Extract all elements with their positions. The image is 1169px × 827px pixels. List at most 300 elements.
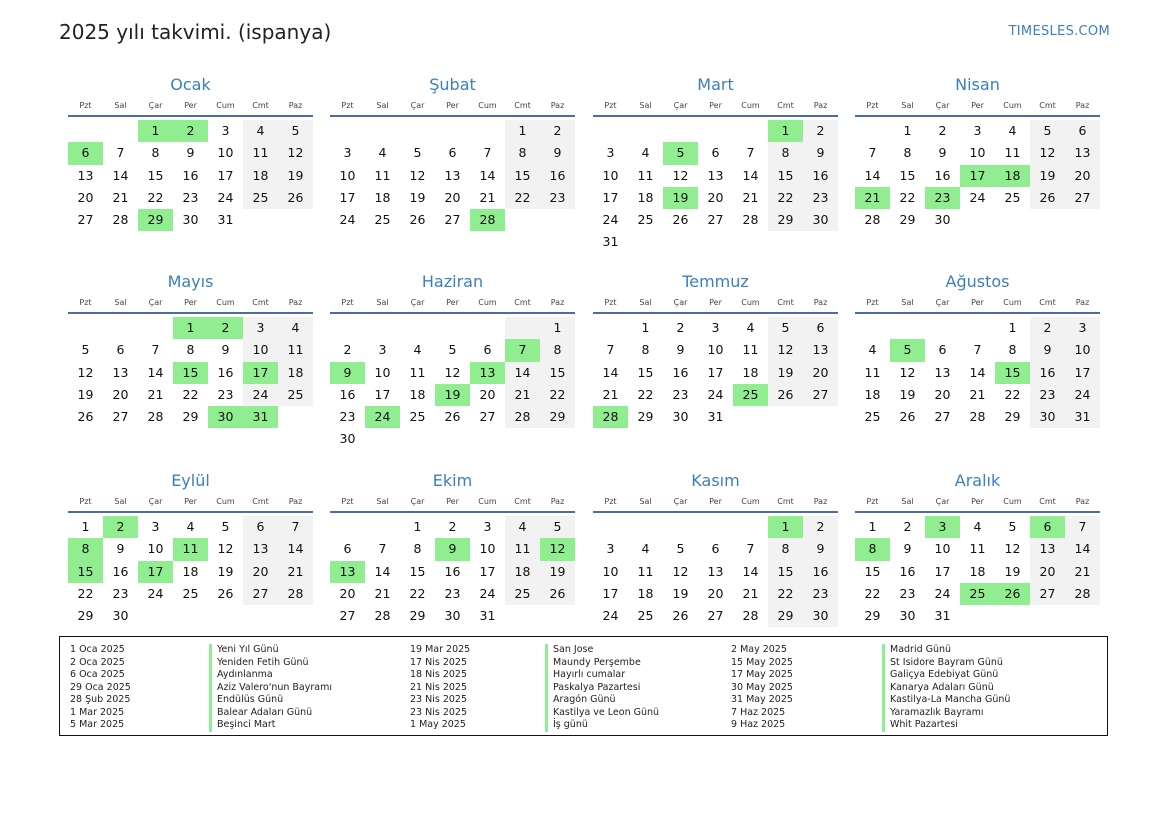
day-cell: 23 xyxy=(1030,384,1065,406)
legend-holiday-name: Aragón Günü xyxy=(545,694,659,707)
weekday-label: Cum xyxy=(741,101,760,110)
day-cell: 20 xyxy=(1030,561,1065,583)
day-cell: 6 xyxy=(116,342,125,358)
weekday-label: Cmt xyxy=(1039,298,1056,307)
weekday-label: Sal xyxy=(114,497,127,506)
day-cell: 28 xyxy=(374,608,391,624)
day-cell: 24 xyxy=(147,585,164,601)
weekday-label: Cum xyxy=(216,101,235,110)
day-cell: 2 xyxy=(803,516,838,538)
day-cell: 12 xyxy=(217,541,234,557)
month-name: Mayıs xyxy=(167,272,214,291)
day-cell: 22 xyxy=(77,585,94,601)
weekday-header xyxy=(330,98,575,117)
empty-cell xyxy=(698,120,733,142)
day-cell: 20 xyxy=(444,189,461,205)
legend-date: 5 Mar 2025 xyxy=(70,719,125,730)
day-cell: 28 xyxy=(1065,583,1100,605)
day-cell: 9 xyxy=(903,541,912,557)
holiday-day-cell: 24 xyxy=(365,406,400,428)
legend-date: 2 May 2025 xyxy=(731,644,787,655)
day-cell: 2 xyxy=(1030,317,1065,339)
empty-cell xyxy=(243,209,278,231)
day-cell: 4 xyxy=(243,120,278,142)
day-cell: 17 xyxy=(339,189,356,205)
weekday-label: Cmt xyxy=(1039,101,1056,110)
weekday-label: Sal xyxy=(639,101,652,110)
legend-holiday-name: Kastilya-La Mancha Günü xyxy=(882,694,1010,707)
weekday-label: Paz xyxy=(813,298,828,307)
day-cell: 20 xyxy=(934,386,951,402)
day-cell: 15 xyxy=(637,364,654,380)
empty-cell xyxy=(330,120,365,142)
day-cell: 22 xyxy=(864,585,881,601)
day-cell: 4 xyxy=(746,320,755,335)
weekday-label: Çar xyxy=(673,101,688,110)
holiday-day-cell: 9 xyxy=(435,538,470,560)
day-cell: 20 xyxy=(112,386,129,402)
day-cell: 7 xyxy=(483,145,492,161)
day-cell: 23 xyxy=(672,386,689,402)
weekday-label: Cum xyxy=(216,298,235,307)
day-cell: 4 xyxy=(378,145,387,161)
day-cell: 22 xyxy=(1004,386,1021,402)
day-cell: 7 xyxy=(868,145,877,161)
holiday-day-cell: 15 xyxy=(173,362,208,384)
day-cell: 22 xyxy=(540,384,575,406)
month-name: Temmuz xyxy=(682,272,749,291)
day-cell: 4 xyxy=(1008,123,1017,138)
weekday-label: Pzt xyxy=(866,101,879,110)
weekday-label: Sal xyxy=(901,298,914,307)
day-cell: 5 xyxy=(540,516,575,538)
day-cell: 7 xyxy=(746,541,755,557)
day-cell: 17 xyxy=(602,189,619,205)
month-name: Kasım xyxy=(691,471,740,490)
holiday-day-cell: 11 xyxy=(173,538,208,560)
day-cell: 25 xyxy=(1004,189,1021,205)
day-cell: 24 xyxy=(479,585,496,601)
day-cell: 1 xyxy=(1008,320,1017,335)
day-cell: 30 xyxy=(1030,406,1065,428)
weekday-label: Sal xyxy=(639,497,652,506)
empty-cell xyxy=(435,428,470,450)
day-cell: 24 xyxy=(1065,384,1100,406)
day-cell: 26 xyxy=(672,608,689,624)
holiday-day-cell: 30 xyxy=(208,406,243,428)
day-cell: 25 xyxy=(409,409,426,425)
day-cell: 5 xyxy=(1030,120,1065,142)
holiday-legend xyxy=(59,636,1108,736)
day-cell: 29 xyxy=(899,212,916,228)
legend-dates-2 xyxy=(410,644,470,732)
day-cell: 30 xyxy=(444,608,461,624)
empty-cell xyxy=(960,605,995,627)
day-cell: 3 xyxy=(711,320,720,335)
weekday-label: Sal xyxy=(114,101,127,110)
legend-date: 31 May 2025 xyxy=(731,694,793,705)
holiday-day-cell: 15 xyxy=(995,362,1030,384)
day-cell: 26 xyxy=(768,384,803,406)
day-cell: 24 xyxy=(969,189,986,205)
day-cell: 18 xyxy=(374,189,391,205)
legend-dates-3 xyxy=(731,644,793,732)
day-cell: 16 xyxy=(803,561,838,583)
legend-date: 1 Mar 2025 xyxy=(70,706,125,718)
day-cell: 17 xyxy=(602,585,619,601)
weekday-label: Paz xyxy=(550,497,565,506)
day-cell: 21 xyxy=(602,386,619,402)
legend-holiday-name: Maundy Perşembe xyxy=(545,657,659,670)
day-cell: 28 xyxy=(278,583,313,605)
day-cell: 3 xyxy=(606,541,615,557)
holiday-day-cell: 28 xyxy=(470,209,505,231)
empty-cell xyxy=(330,317,365,339)
day-cell: 16 xyxy=(339,386,356,402)
empty-cell xyxy=(68,317,103,339)
day-cell: 19 xyxy=(672,585,689,601)
weekday-label: Cmt xyxy=(252,298,269,307)
empty-cell xyxy=(365,428,400,450)
empty-cell xyxy=(768,231,803,253)
weekday-header xyxy=(855,494,1100,513)
day-cell: 5 xyxy=(676,541,685,557)
month-10 xyxy=(593,470,838,627)
holiday-day-cell: 25 xyxy=(733,384,768,406)
day-cell: 29 xyxy=(1004,409,1021,425)
weekday-label: Per xyxy=(709,497,722,506)
day-cell: 13 xyxy=(707,167,724,183)
legend-date: 19 Mar 2025 xyxy=(410,644,471,655)
month-name: Ağustos xyxy=(945,272,1010,291)
day-cell: 7 xyxy=(116,145,125,161)
weekday-label: Per xyxy=(184,497,197,506)
holiday-day-cell: 8 xyxy=(855,538,890,560)
day-cell: 20 xyxy=(803,362,838,384)
day-cell: 4 xyxy=(641,145,650,161)
day-cell: 22 xyxy=(505,187,540,209)
empty-cell xyxy=(330,516,365,538)
day-cell: 28 xyxy=(742,608,759,624)
day-cell: 4 xyxy=(413,342,422,358)
day-cell: 11 xyxy=(505,538,540,560)
day-cell: 22 xyxy=(768,187,803,209)
day-cell: 4 xyxy=(505,516,540,538)
empty-cell xyxy=(400,428,435,450)
day-cell: 18 xyxy=(742,364,759,380)
day-cell: 8 xyxy=(641,342,650,358)
empty-cell xyxy=(803,406,838,428)
weekday-label: Cmt xyxy=(252,497,269,506)
day-cell: 28 xyxy=(505,406,540,428)
day-cell: 27 xyxy=(243,583,278,605)
day-cell: 26 xyxy=(77,409,94,425)
day-cell: 21 xyxy=(1065,561,1100,583)
day-cell: 16 xyxy=(444,563,461,579)
day-cell: 3 xyxy=(606,145,615,161)
empty-cell xyxy=(960,317,995,339)
day-cell: 21 xyxy=(278,561,313,583)
day-cell: 5 xyxy=(278,120,313,142)
holiday-day-cell: 25 xyxy=(960,583,995,605)
day-cell: 28 xyxy=(969,409,986,425)
day-cell: 12 xyxy=(1030,142,1065,164)
empty-cell xyxy=(890,317,925,339)
day-cell: 27 xyxy=(1030,583,1065,605)
weekday-label: Çar xyxy=(410,497,425,506)
day-cell: 19 xyxy=(768,362,803,384)
day-cell: 2 xyxy=(676,320,685,335)
day-cell: 18 xyxy=(637,189,654,205)
day-cell: 16 xyxy=(672,364,689,380)
day-cell: 19 xyxy=(540,561,575,583)
day-cell: 16 xyxy=(1030,362,1065,384)
holiday-day-cell: 1 xyxy=(173,317,208,339)
day-cell: 9 xyxy=(938,145,947,161)
day-cell: 13 xyxy=(803,339,838,361)
holiday-day-cell: 9 xyxy=(330,362,365,384)
month-4 xyxy=(68,271,313,428)
empty-cell xyxy=(1065,605,1100,627)
weekday-label: Pzt xyxy=(79,101,92,110)
weekday-label: Per xyxy=(971,497,984,506)
empty-cell xyxy=(505,428,540,450)
day-cell: 25 xyxy=(864,409,881,425)
empty-cell xyxy=(138,605,173,627)
legend-date: 17 May 2025 xyxy=(731,669,793,680)
holiday-day-cell: 6 xyxy=(1030,516,1065,538)
day-cell: 8 xyxy=(505,142,540,164)
weekday-label: Cmt xyxy=(777,101,794,110)
legend-names-2 xyxy=(545,644,659,732)
day-cell: 2 xyxy=(903,519,912,534)
day-cell: 15 xyxy=(864,563,881,579)
day-cell: 24 xyxy=(339,212,356,228)
empty-cell xyxy=(733,406,768,428)
legend-holiday-name: Aydınlanma xyxy=(209,669,332,682)
day-cell: 12 xyxy=(278,142,313,164)
legend-date: 30 May 2025 xyxy=(731,681,793,693)
empty-cell xyxy=(855,317,890,339)
weekday-label: Per xyxy=(446,101,459,110)
holiday-day-cell: 18 xyxy=(995,165,1030,187)
day-cell: 10 xyxy=(934,541,951,557)
weekday-label: Cmt xyxy=(1039,497,1056,506)
day-grid xyxy=(593,516,838,627)
day-cell: 22 xyxy=(637,386,654,402)
month-name: Mart xyxy=(697,75,734,94)
day-cell: 15 xyxy=(147,167,164,183)
day-cell: 3 xyxy=(378,342,387,358)
day-cell: 23 xyxy=(444,585,461,601)
empty-cell xyxy=(1065,209,1100,231)
weekday-label: Cmt xyxy=(777,497,794,506)
weekday-label: Cum xyxy=(478,101,497,110)
day-cell: 10 xyxy=(707,342,724,358)
day-cell: 24 xyxy=(602,608,619,624)
holiday-day-cell: 5 xyxy=(663,142,698,164)
day-cell: 16 xyxy=(899,563,916,579)
day-cell: 22 xyxy=(768,583,803,605)
day-cell: 27 xyxy=(112,409,129,425)
day-cell: 26 xyxy=(409,212,426,228)
day-cell: 11 xyxy=(409,364,426,380)
empty-cell xyxy=(628,516,663,538)
day-cell: 8 xyxy=(903,145,912,161)
day-cell: 21 xyxy=(742,585,759,601)
day-cell: 29 xyxy=(637,409,654,425)
empty-cell xyxy=(470,428,505,450)
day-cell: 13 xyxy=(243,538,278,560)
month-2 xyxy=(593,74,838,254)
weekday-label: Paz xyxy=(813,101,828,110)
day-cell: 12 xyxy=(409,167,426,183)
day-cell: 9 xyxy=(186,145,195,161)
day-cell: 10 xyxy=(602,167,619,183)
day-cell: 14 xyxy=(969,364,986,380)
day-cell: 27 xyxy=(707,608,724,624)
weekday-header xyxy=(330,494,575,513)
holiday-day-cell: 17 xyxy=(138,561,173,583)
weekday-label: Cum xyxy=(1003,298,1022,307)
empty-cell xyxy=(540,209,575,231)
holiday-day-cell: 19 xyxy=(435,384,470,406)
weekday-label: Pzt xyxy=(79,497,92,506)
weekday-label: Paz xyxy=(550,298,565,307)
empty-cell xyxy=(365,516,400,538)
day-cell: 11 xyxy=(864,364,881,380)
weekday-label: Çar xyxy=(673,298,688,307)
day-cell: 18 xyxy=(864,386,881,402)
day-cell: 13 xyxy=(1030,538,1065,560)
page-title: 2025 yılı takvimi. (ispanya) xyxy=(59,20,332,44)
empty-cell xyxy=(400,317,435,339)
day-cell: 5 xyxy=(448,342,457,358)
day-cell: 11 xyxy=(374,167,391,183)
empty-cell xyxy=(435,120,470,142)
weekday-label: Cum xyxy=(478,298,497,307)
day-cell: 14 xyxy=(742,167,759,183)
legend-holiday-name: Beşinci Mart xyxy=(209,719,332,732)
legend-holiday-name: Yeni Yıl Günü xyxy=(209,644,332,657)
day-cell: 18 xyxy=(409,386,426,402)
empty-cell xyxy=(138,317,173,339)
day-cell: 18 xyxy=(182,563,199,579)
day-cell: 23 xyxy=(803,187,838,209)
weekday-label: Çar xyxy=(410,298,425,307)
day-grid xyxy=(593,120,838,254)
day-cell: 12 xyxy=(77,364,94,380)
day-cell: 8 xyxy=(413,541,422,557)
holiday-day-cell: 15 xyxy=(68,561,103,583)
weekday-label: Cum xyxy=(478,497,497,506)
weekday-label: Pzt xyxy=(866,497,879,506)
day-grid xyxy=(68,120,313,231)
day-cell: 1 xyxy=(903,123,912,138)
weekday-label: Pzt xyxy=(341,497,354,506)
day-cell: 25 xyxy=(278,384,313,406)
empty-cell xyxy=(365,317,400,339)
day-cell: 10 xyxy=(217,145,234,161)
day-cell: 20 xyxy=(339,585,356,601)
day-cell: 20 xyxy=(707,585,724,601)
day-cell: 8 xyxy=(768,142,803,164)
weekday-label: Per xyxy=(446,497,459,506)
day-cell: 14 xyxy=(602,364,619,380)
day-cell: 8 xyxy=(151,145,160,161)
day-cell: 26 xyxy=(1030,187,1065,209)
day-cell: 3 xyxy=(243,317,278,339)
empty-cell xyxy=(995,605,1030,627)
day-cell: 27 xyxy=(339,608,356,624)
weekday-label: Per xyxy=(446,298,459,307)
day-cell: 1 xyxy=(413,519,422,534)
holiday-day-cell: 2 xyxy=(208,317,243,339)
day-cell: 3 xyxy=(483,519,492,534)
day-cell: 26 xyxy=(444,409,461,425)
day-cell: 10 xyxy=(374,364,391,380)
day-cell: 23 xyxy=(217,386,234,402)
site-link[interactable]: TIMESLES.COM xyxy=(1008,24,1110,39)
day-cell: 14 xyxy=(479,167,496,183)
legend-names-1 xyxy=(209,644,332,732)
day-cell: 21 xyxy=(479,189,496,205)
month-9 xyxy=(330,470,575,627)
empty-cell xyxy=(278,605,313,627)
day-cell: 30 xyxy=(803,209,838,231)
empty-cell xyxy=(173,605,208,627)
day-cell: 23 xyxy=(540,187,575,209)
legend-holiday-name: İş günü xyxy=(545,719,659,732)
empty-cell xyxy=(803,231,838,253)
day-cell: 7 xyxy=(278,516,313,538)
weekday-label: Cmt xyxy=(514,101,531,110)
day-cell: 5 xyxy=(768,317,803,339)
legend-holiday-name: Madrid Günü xyxy=(882,644,1010,657)
empty-cell xyxy=(663,231,698,253)
day-cell: 2 xyxy=(803,120,838,142)
day-cell: 6 xyxy=(483,342,492,358)
day-cell: 7 xyxy=(746,145,755,161)
weekday-label: Per xyxy=(709,298,722,307)
day-cell: 8 xyxy=(1008,342,1017,358)
empty-cell xyxy=(593,120,628,142)
holiday-day-cell: 31 xyxy=(243,406,278,428)
day-cell: 30 xyxy=(934,212,951,228)
day-cell: 28 xyxy=(112,212,129,228)
day-cell: 11 xyxy=(243,142,278,164)
day-cell: 26 xyxy=(278,187,313,209)
legend-date: 2 Oca 2025 xyxy=(70,656,125,668)
weekday-label: Cum xyxy=(741,298,760,307)
month-name: Ocak xyxy=(170,75,211,94)
empty-cell xyxy=(365,120,400,142)
day-cell: 30 xyxy=(112,608,129,624)
legend-date: 1 May 2025 xyxy=(410,719,466,730)
month-7 xyxy=(855,271,1100,428)
holiday-day-cell: 5 xyxy=(890,339,925,361)
day-cell: 11 xyxy=(1004,145,1021,161)
day-cell: 10 xyxy=(602,563,619,579)
day-cell: 25 xyxy=(505,583,540,605)
day-cell: 3 xyxy=(151,519,160,534)
day-cell: 21 xyxy=(112,189,129,205)
month-name: Eylül xyxy=(171,471,210,490)
empty-cell xyxy=(278,209,313,231)
day-cell: 20 xyxy=(479,386,496,402)
legend-date: 7 Haz 2025 xyxy=(731,706,786,718)
empty-cell xyxy=(278,406,313,428)
